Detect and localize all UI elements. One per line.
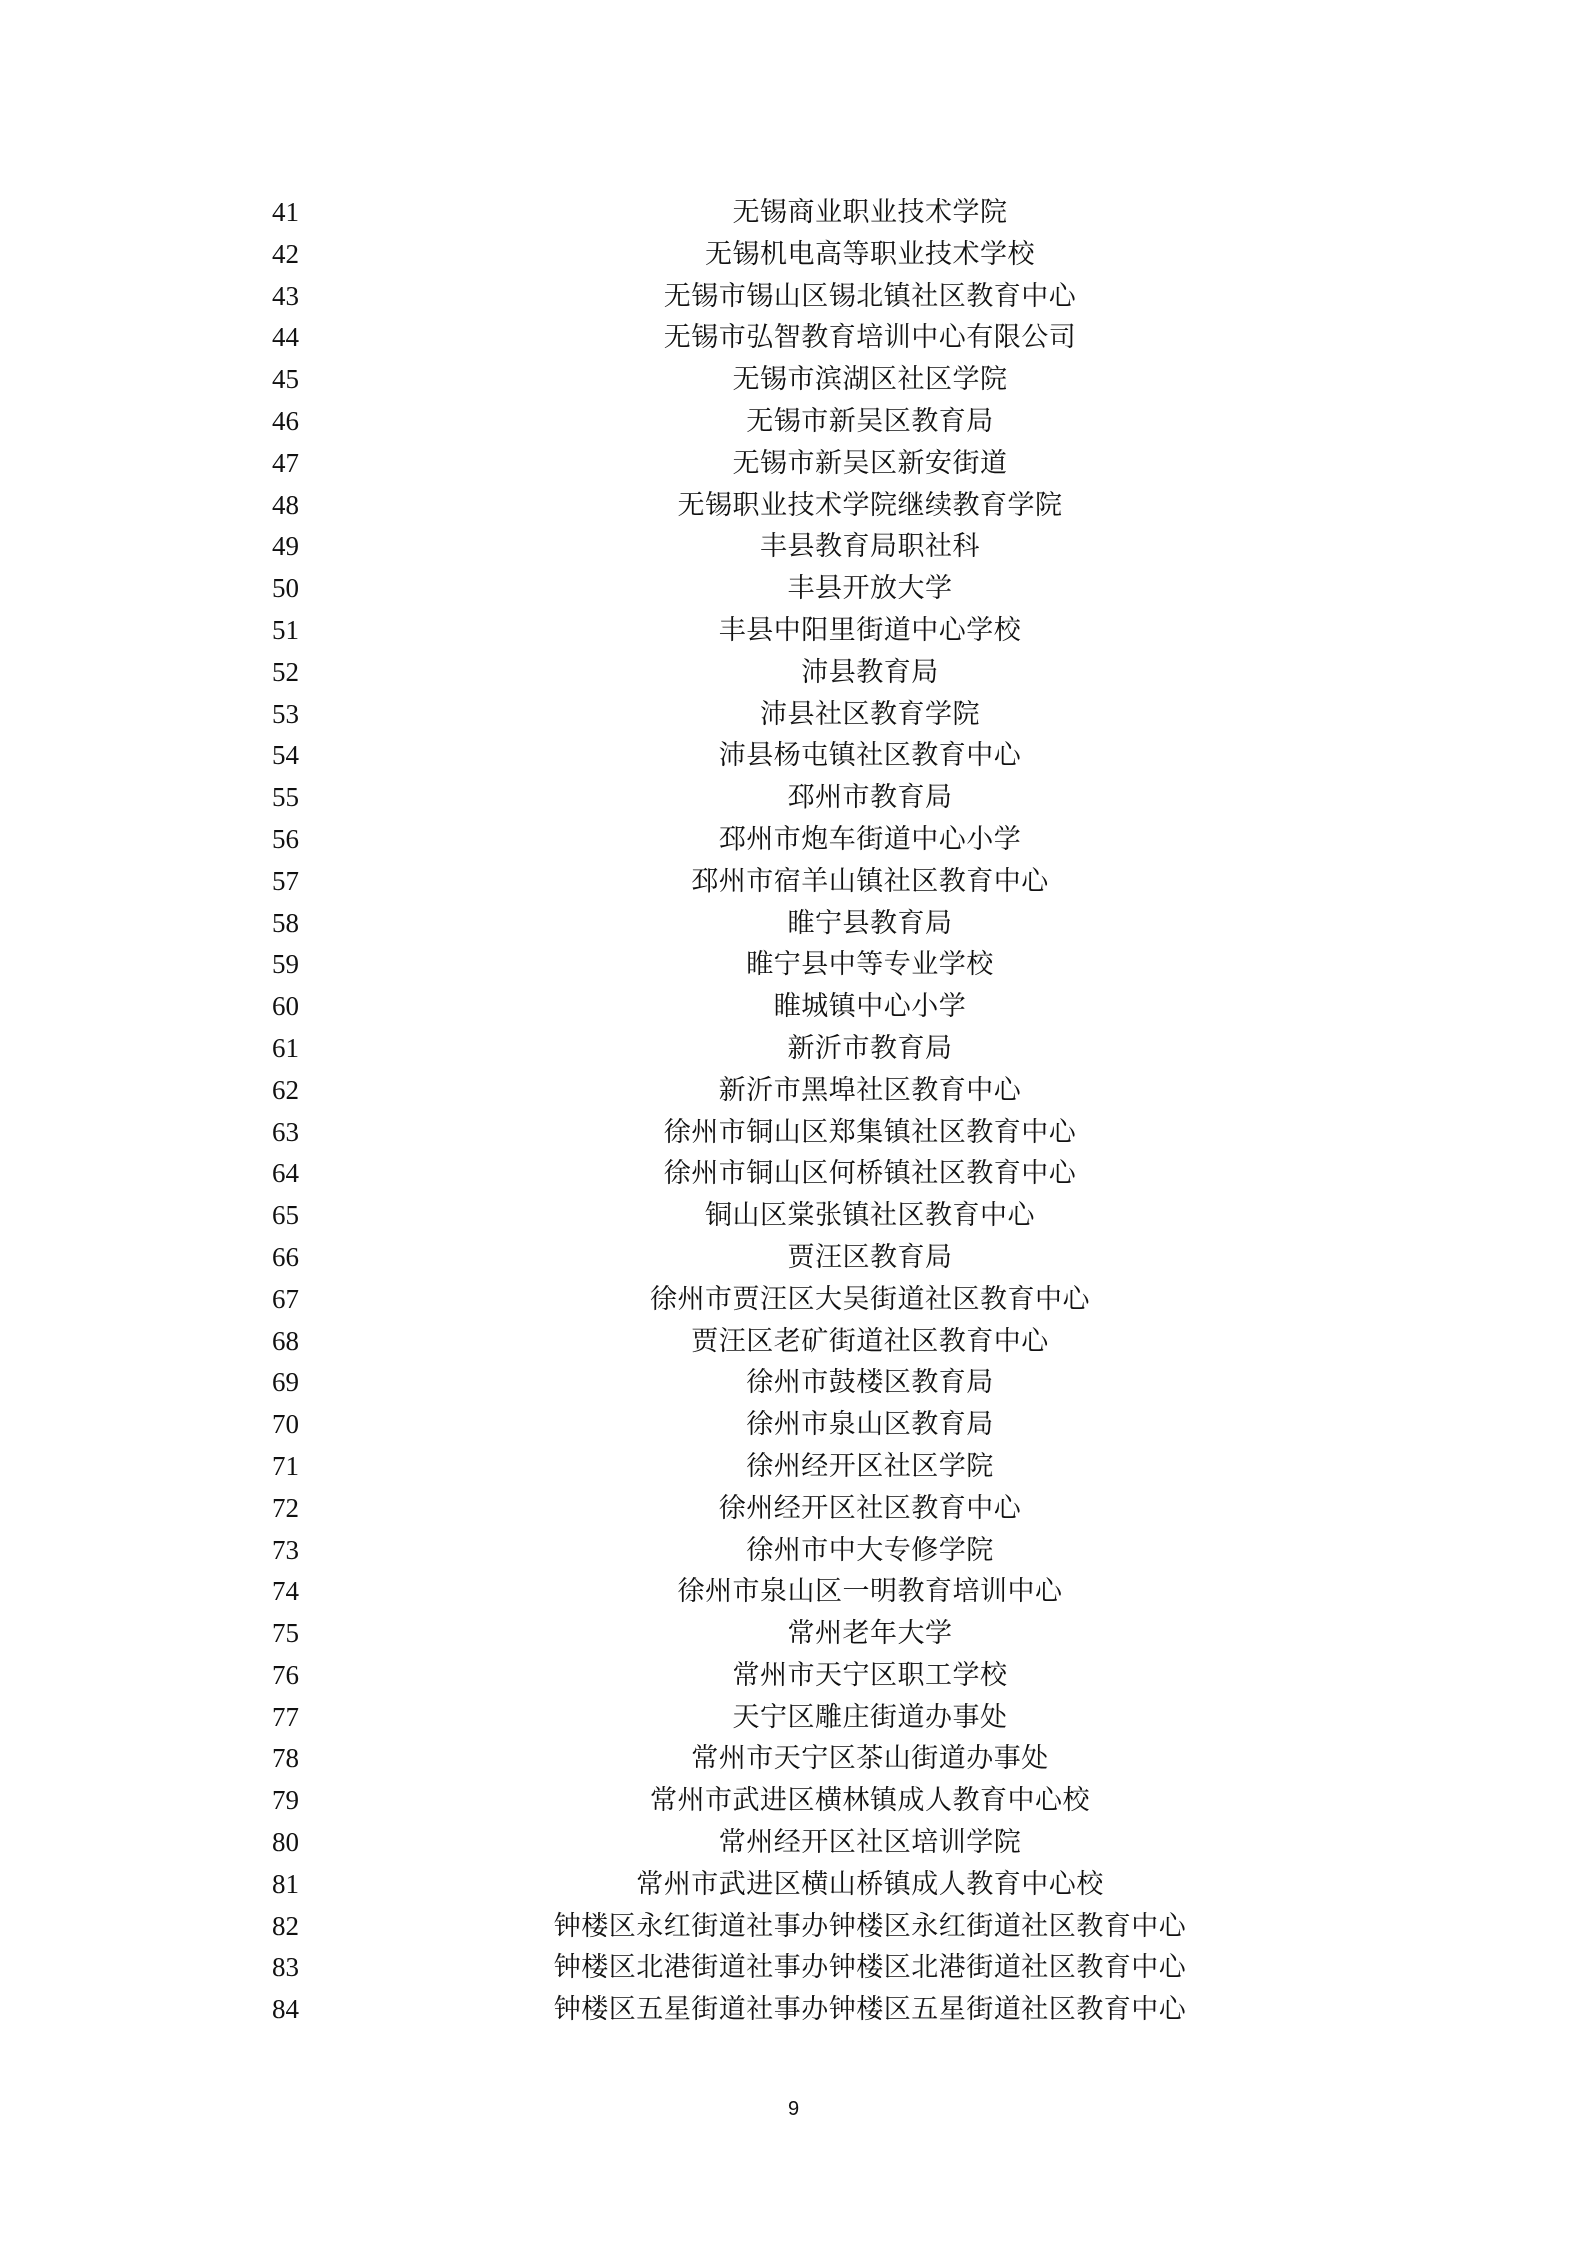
list-item [0, 1195, 1587, 1237]
organization-name: 丰县开放大学 [787, 573, 953, 605]
list-item [0, 1153, 1587, 1195]
organization-name: 徐州市泉山区一明教育培训中心 [677, 1576, 1063, 1608]
list-item [0, 1738, 1587, 1780]
list-item [0, 1070, 1587, 1112]
row-number: 45 [272, 364, 299, 395]
row-number: 50 [272, 573, 299, 604]
row-number: 79 [272, 1785, 299, 1816]
organization-name: 徐州经开区社区教育中心 [718, 1492, 1022, 1524]
row-number: 61 [272, 1032, 299, 1063]
list-item [0, 1446, 1587, 1488]
row-number: 77 [272, 1701, 299, 1732]
list-item [0, 735, 1587, 777]
list-item [0, 861, 1587, 903]
row-number: 76 [272, 1659, 299, 1690]
list-item [0, 192, 1587, 234]
organization-name: 徐州经开区社区学院 [746, 1450, 994, 1482]
organization-name: 徐州市铜山区郑集镇社区教育中心 [663, 1116, 1077, 1148]
row-number: 41 [272, 197, 299, 227]
organization-name: 钟楼区永红街道社事办钟楼区永红街道社区教育中心 [553, 1910, 1187, 1942]
row-number: 58 [272, 907, 299, 938]
row-number: 72 [272, 1492, 299, 1523]
organization-name: 铜山区棠张镇社区教育中心 [705, 1200, 1035, 1232]
row-number: 75 [272, 1618, 299, 1649]
organization-name: 沛县社区教育学院 [760, 698, 980, 730]
organization-name: 徐州市中大专修学院 [746, 1534, 994, 1566]
list-item [0, 1780, 1587, 1822]
row-number: 82 [272, 1910, 299, 1941]
row-number: 73 [272, 1534, 299, 1565]
row-number: 42 [272, 238, 299, 269]
list-item [0, 234, 1587, 276]
row-number: 80 [272, 1827, 299, 1858]
list-item [0, 526, 1587, 568]
list-item [0, 443, 1587, 485]
list-item [0, 1488, 1587, 1530]
list-item [0, 1279, 1587, 1321]
organization-name: 丰县中阳里街道中心学校 [718, 614, 1022, 646]
organization-name: 睢宁县中等专业学校 [746, 949, 994, 981]
row-number: 43 [272, 280, 299, 311]
organization-name: 无锡市新吴区教育局 [746, 405, 994, 437]
list-item [0, 1404, 1587, 1446]
row-number: 47 [272, 447, 299, 478]
organization-name: 徐州市鼓楼区教育局 [746, 1367, 994, 1399]
list-item [0, 986, 1587, 1028]
row-number: 62 [272, 1074, 299, 1105]
organization-name: 常州市武进区横林镇成人教育中心校 [650, 1785, 1090, 1817]
organization-name: 无锡市滨湖区社区学院 [732, 364, 1008, 396]
organization-name: 邳州市宿羊山镇社区教育中心 [691, 865, 1049, 897]
list-item [0, 1655, 1587, 1697]
row-number: 68 [272, 1325, 299, 1356]
row-number: 78 [272, 1743, 299, 1774]
list-item [0, 1822, 1587, 1864]
list-item [0, 485, 1587, 527]
organization-name: 邳州市炮车街道中心小学 [718, 823, 1022, 855]
row-number: 83 [272, 1952, 299, 1983]
list-item [0, 1237, 1587, 1279]
row-number: 67 [272, 1283, 299, 1314]
list-item [0, 1947, 1587, 1989]
organization-name: 常州市武进区横山桥镇成人教育中心校 [636, 1868, 1104, 1900]
list-item [0, 819, 1587, 861]
list-item [0, 359, 1587, 401]
organization-name: 无锡商业职业技术学院 [732, 197, 1008, 228]
row-number: 64 [272, 1158, 299, 1189]
list-item [0, 401, 1587, 443]
list-item [0, 944, 1587, 986]
organization-name: 无锡机电高等职业技术学校 [705, 238, 1035, 270]
organization-name: 邳州市教育局 [787, 782, 953, 814]
row-number: 56 [272, 823, 299, 854]
organization-name: 钟楼区五星街道社事办钟楼区五星街道社区教育中心 [553, 1994, 1187, 2026]
row-number: 53 [272, 698, 299, 729]
list-item [0, 610, 1587, 652]
organization-name: 新沂市黑埠社区教育中心 [718, 1074, 1022, 1106]
organization-name: 天宁区雕庄街道办事处 [732, 1701, 1008, 1733]
organization-name: 无锡市新吴区新安街道 [732, 447, 1008, 479]
list-item [0, 1864, 1587, 1906]
organization-name: 徐州市泉山区教育局 [746, 1409, 994, 1441]
row-number: 51 [272, 614, 299, 645]
organization-name: 贾汪区老矿街道社区教育中心 [691, 1325, 1049, 1357]
organization-name: 无锡市弘智教育培训中心有限公司 [663, 322, 1077, 354]
organization-name: 常州老年大学 [787, 1618, 953, 1650]
row-number: 74 [272, 1576, 299, 1607]
list-item [0, 1028, 1587, 1070]
row-number: 71 [272, 1450, 299, 1481]
organization-name: 钟楼区北港街道社事办钟楼区北港街道社区教育中心 [553, 1952, 1187, 1984]
list-item [0, 1321, 1587, 1363]
organization-name: 常州市天宁区茶山街道办事处 [691, 1743, 1049, 1775]
list-item [0, 652, 1587, 694]
list-item [0, 1989, 1587, 2031]
row-number: 65 [272, 1200, 299, 1231]
organization-name: 丰县教育局职社科 [760, 531, 980, 563]
row-number: 84 [272, 1994, 299, 2025]
row-number: 66 [272, 1241, 299, 1272]
row-number: 63 [272, 1116, 299, 1147]
list-item [0, 276, 1587, 318]
list-item [0, 317, 1587, 359]
list-item [0, 1362, 1587, 1404]
organization-name: 常州经开区社区培训学院 [718, 1827, 1022, 1859]
organization-name: 无锡市锡山区锡北镇社区教育中心 [663, 280, 1077, 312]
list-item [0, 777, 1587, 819]
row-number: 60 [272, 991, 299, 1022]
list-item [0, 903, 1587, 945]
row-number: 44 [272, 322, 299, 353]
organization-name: 沛县教育局 [801, 656, 939, 688]
row-number: 54 [272, 740, 299, 771]
row-number: 70 [272, 1409, 299, 1440]
list-item [0, 1697, 1587, 1739]
organization-name: 贾汪区教育局 [787, 1241, 953, 1273]
organization-name: 常州市天宁区职工学校 [732, 1659, 1008, 1691]
row-number: 55 [272, 782, 299, 813]
page-number: 9 [787, 2098, 800, 2120]
organization-name: 无锡职业技术学院继续教育学院 [677, 489, 1063, 521]
organization-name: 睢城镇中心小学 [773, 991, 967, 1023]
row-number: 52 [272, 656, 299, 687]
organization-name: 新沂市教育局 [787, 1032, 953, 1064]
organization-name: 徐州市铜山区何桥镇社区教育中心 [663, 1158, 1077, 1190]
list-item [0, 694, 1587, 736]
row-number: 59 [272, 949, 299, 980]
row-number: 49 [272, 531, 299, 562]
row-number: 57 [272, 865, 299, 896]
list-item [0, 1906, 1587, 1948]
list-item [0, 1112, 1587, 1154]
organization-list [0, 192, 1587, 2031]
list-item [0, 1571, 1587, 1613]
list-item [0, 568, 1587, 610]
organization-name: 睢宁县教育局 [787, 907, 953, 939]
row-number: 81 [272, 1868, 299, 1899]
organization-name: 徐州市贾汪区大吴街道社区教育中心 [650, 1283, 1090, 1315]
row-number: 69 [272, 1367, 299, 1398]
row-number: 46 [272, 405, 299, 436]
list-item [0, 1530, 1587, 1572]
organization-name: 沛县杨屯镇社区教育中心 [718, 740, 1022, 772]
list-item [0, 1613, 1587, 1655]
row-number: 48 [272, 489, 299, 520]
